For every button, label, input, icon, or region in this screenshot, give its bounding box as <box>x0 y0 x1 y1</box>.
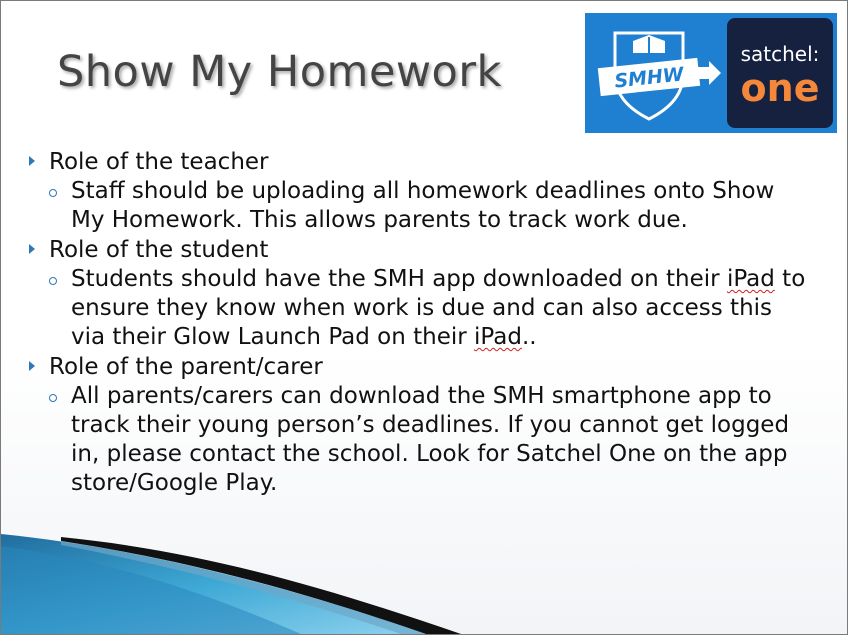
bullet-heading: Role of the teacher <box>49 149 269 175</box>
sub-bullet-student <box>25 265 825 352</box>
bullet-heading: Role of the parent/carer <box>49 354 323 380</box>
triangle-bullet-icon <box>29 244 35 254</box>
logo-one-text: one <box>740 66 820 110</box>
bullet-teacher <box>25 148 825 177</box>
sub-bullet-text: Staff should be uploading all homework deadlines onto Show My Homework. This allows parents to track work due. <box>71 178 775 233</box>
misspelled-word[interactable]: iPad <box>474 324 522 350</box>
smhw-satchel-one-logo <box>585 13 837 133</box>
text-part: Students should have the SMH app downloaded on their <box>71 266 727 292</box>
sub-bullet-parent-carer <box>25 382 825 498</box>
circle-bullet-icon <box>49 394 57 402</box>
triangle-bullet-icon <box>29 156 35 166</box>
circle-bullet-icon <box>49 277 57 285</box>
circle-bullet-icon <box>49 189 57 197</box>
triangle-bullet-icon <box>29 361 35 371</box>
bullet-parent-carer <box>25 353 825 382</box>
sub-bullet-text: All parents/carers can download the SMH smartphone app to track their young person’s deadlines. If you cannot get logged in, please contact the school. Look for Satchel One on the app store/Google Play. <box>71 383 790 496</box>
bullet-list <box>25 147 825 499</box>
sub-bullet-text <box>71 265 811 352</box>
text-part: to ensure they know when work is due and can also access this via their Glow Launch Pad on their <box>71 266 806 350</box>
bullet-student <box>25 236 825 265</box>
sub-bullet-teacher <box>25 177 825 235</box>
logo-satchel-text: satchel: <box>740 42 820 66</box>
slide-title: Show My Homework <box>57 47 502 97</box>
misspelled-word[interactable]: iPad <box>726 266 775 292</box>
logo-smhw-text: SMHW <box>613 63 685 93</box>
text-part: .. <box>521 324 537 350</box>
bullet-heading: Role of the student <box>49 237 269 263</box>
